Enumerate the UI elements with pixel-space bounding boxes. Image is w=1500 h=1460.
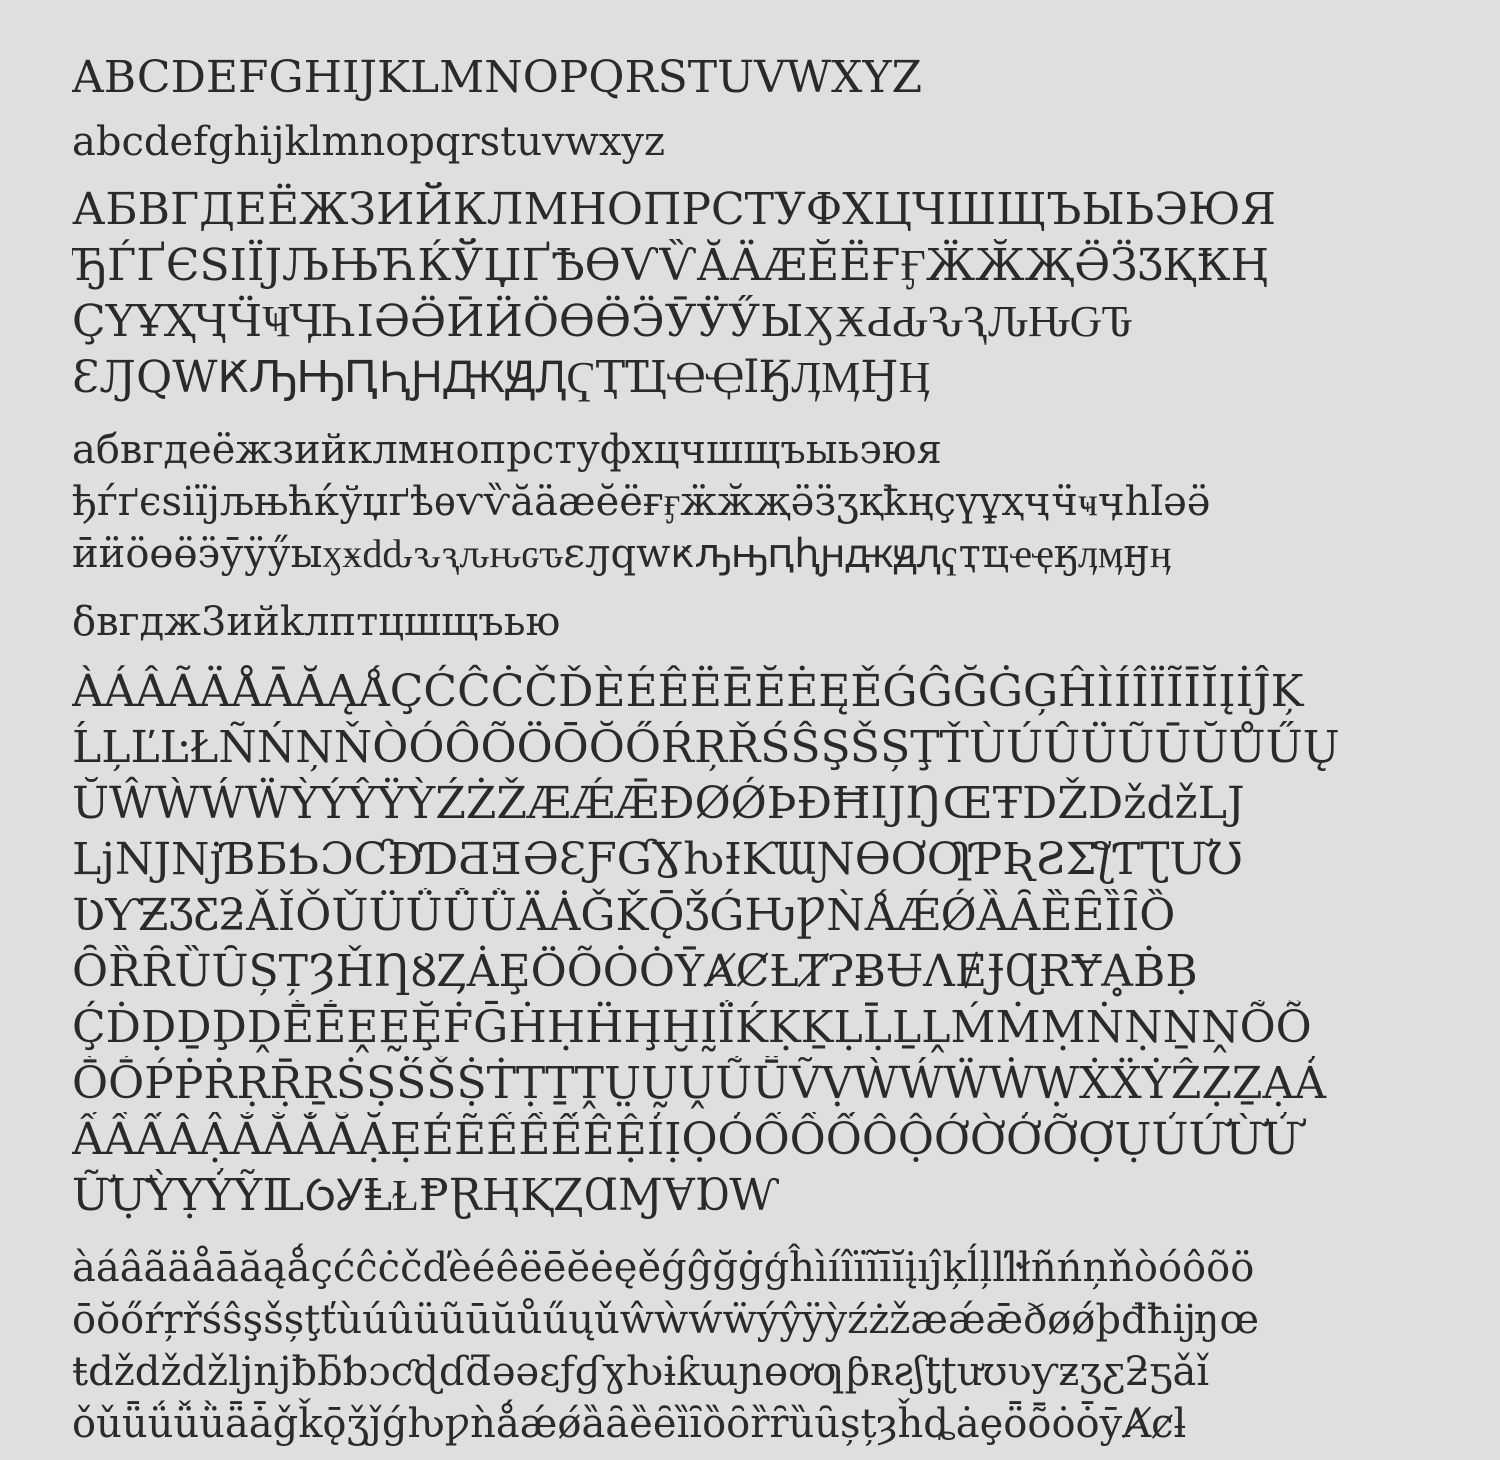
uppercase-extended-line: ǈǊǋƁƂƄƆƇƉƊƋƎƏƐƑƓƔƕƗƘƜƝƟƠƢƤƦƧƩƪƬƮƯƱ bbox=[72, 834, 1244, 885]
alternate-cyrillic-block bbox=[72, 596, 1482, 648]
uppercase-cyrillic-line: ҪҮҰҲҶӴҸӋҺӀӘӚӢӤӦӨӪӬӮӰӲЫӼӾԀԂԄԆԈԊԌԎ bbox=[72, 296, 1133, 347]
lowercase-latin-line: abcdefghijklmnopqrstuvwxyz bbox=[72, 119, 666, 165]
uppercase-extended-line: ĹĻĽĿŁÑŃŅŇÒÓÔÕÖŌŎŐŔŖŘŚŜŞŠȘŢŤÙÚÛÜŨŪŬŮŰŲ bbox=[72, 722, 1340, 773]
lowercase-extended-line: àáâãäåāăąǻçćĉċčďèéêëēĕėęěǵĝğġģĥìíîïĩīĭįıĵķĺļľŀłñńņňòóôõö bbox=[72, 1245, 1255, 1291]
uppercase-cyrillic-line: АБВГДЕЁЖЗИЙКЛМНОПРСТУФХЦЧШЩЪЫЬЭЮЯ bbox=[72, 184, 1277, 235]
uppercase-latin-block bbox=[72, 50, 1482, 106]
uppercase-extended-line: ŬŴẀẂẄỲÝŶŸỲŹŻŽÆǼǢĐØǾÞĐĦĲŊŒŦǄǅǆǇ bbox=[72, 778, 1245, 829]
uppercase-extended-line: ṐṒṔṖṘṚṜṞṠṢṤṦṨṪṬṮṰṲṴṶṸṺṼṾẀẂẄẆẈẊẌẎẐẒẔẠẢ bbox=[72, 1058, 1327, 1109]
uppercase-cyrillic-block bbox=[72, 182, 1482, 406]
uppercase-extended-line: ẤẦẨẪẬẮẰẲẴẶẸẺẼẾỀỂỄỆỈỊỌỎỐỒỔỖỘỚỜỞỠỢỤỦỨỪỬ bbox=[72, 1114, 1300, 1165]
alternate-cyrillic-line: δвгдж3ийkлптцшщъью bbox=[72, 599, 561, 645]
uppercase-extended-latin-block bbox=[72, 664, 1482, 1224]
uppercase-extended-line: ƲƳƵƷƸƻǍǏǑǓǕǗǙǛǞǠǦǨǬǮǴǶǷǸǺǼǾȀȂȄȆȈȊȌ bbox=[72, 890, 1176, 941]
uppercase-extended-line: ḈḊḌḎḐḒḔḖḘḚḜḞḠḢḤḦḨḪḬḮḰḲḴḶḸḺḼḾṀṂṄṆṈṊṌṎ bbox=[72, 1002, 1312, 1053]
lowercase-extended-line: ŧǆǆǆǉǌƀƃƅɔƈɖɗƌǝəɛƒɠɣƕɨƙɯɲɵơƣƥʀƨʃƫʈưʊʋƴƶʒƹƻƽǎǐ bbox=[72, 1349, 1210, 1395]
lowercase-cyrillic-line: ӣӥӧөӫӭӯӱӳыӽӿԁԃԅԇԉԋԍԏԑԓԛԝԟԡԣԥԧԩԫԭԯҁҭҵҽҿӄӆӎӈӊ bbox=[72, 531, 1172, 577]
lowercase-extended-latin-block bbox=[72, 1242, 1482, 1450]
uppercase-extended-line: ỮỰỲỴỶỸỺỼỾⱠⱢⱣⱤⱧⱩⱫⱭⱮⱯⱰⱲ bbox=[72, 1170, 779, 1221]
glyph-specimen bbox=[72, 50, 1482, 1450]
uppercase-cyrillic-line: ԐԒԚԜԞԠԢԤԦԨԪԬԮҀҬҴҼҾӏӃӅӍӇӉ bbox=[72, 352, 931, 403]
lowercase-extended-line: ǒǔǖǘǚǜǟǡǧǩǭǯǰǵƕƿǹǻǽǿȁȃȅȇȉȋȍȏȑȓȕȗșțȝȟȡȧȩȫȭȯȱȳȺȼƚ bbox=[72, 1401, 1187, 1447]
lowercase-extended-line: ōŏőŕŗřśŝşšșţťùúûüũūŭůűųǔŵẁẃẅýŷÿỳźżžæǽǣðøǿþđħĳŋœ bbox=[72, 1297, 1259, 1343]
lowercase-cyrillic-line: ђѓґєѕіїјљњћќўџґѣѳѵѷӑӓӕӗёғӻӝӂҗӛӟӡқҟңҫүұҳҷӵҹӌһӏәӛ bbox=[72, 479, 1211, 525]
uppercase-extended-line: ÀÁÂÃÄÅĀĂĄǺÇĆĈĊČĎÈÉÊËĒĔĖĘĚǴĜĞĠĢĤÌÍÎÏĨĪĬĮİĴĶ bbox=[72, 666, 1304, 717]
uppercase-extended-line: ȎȐȒȔȖȘȚȜȞȠȢȤȦȨȪȬȮȰȲȺȻȽȾɁɃɄɅɆɈɊɌɎḀḂḄ bbox=[72, 946, 1198, 997]
uppercase-latin-line: ABCDEFGHIJKLMNOPQRSTUVWXYZ bbox=[72, 52, 923, 103]
lowercase-latin-block bbox=[72, 116, 1482, 168]
lowercase-cyrillic-line: абвгдеёжзийклмнопрстуфхцчшщъыьэюя bbox=[72, 427, 942, 473]
uppercase-cyrillic-line: ЂЃҐЄЅІЇЈЉЊЋЌЎЏҐѢѲѴѶӐӒӔӖЁҒӺӜӁҖӚӞӠҚҞҢ bbox=[72, 240, 1269, 291]
lowercase-cyrillic-block bbox=[72, 424, 1482, 580]
